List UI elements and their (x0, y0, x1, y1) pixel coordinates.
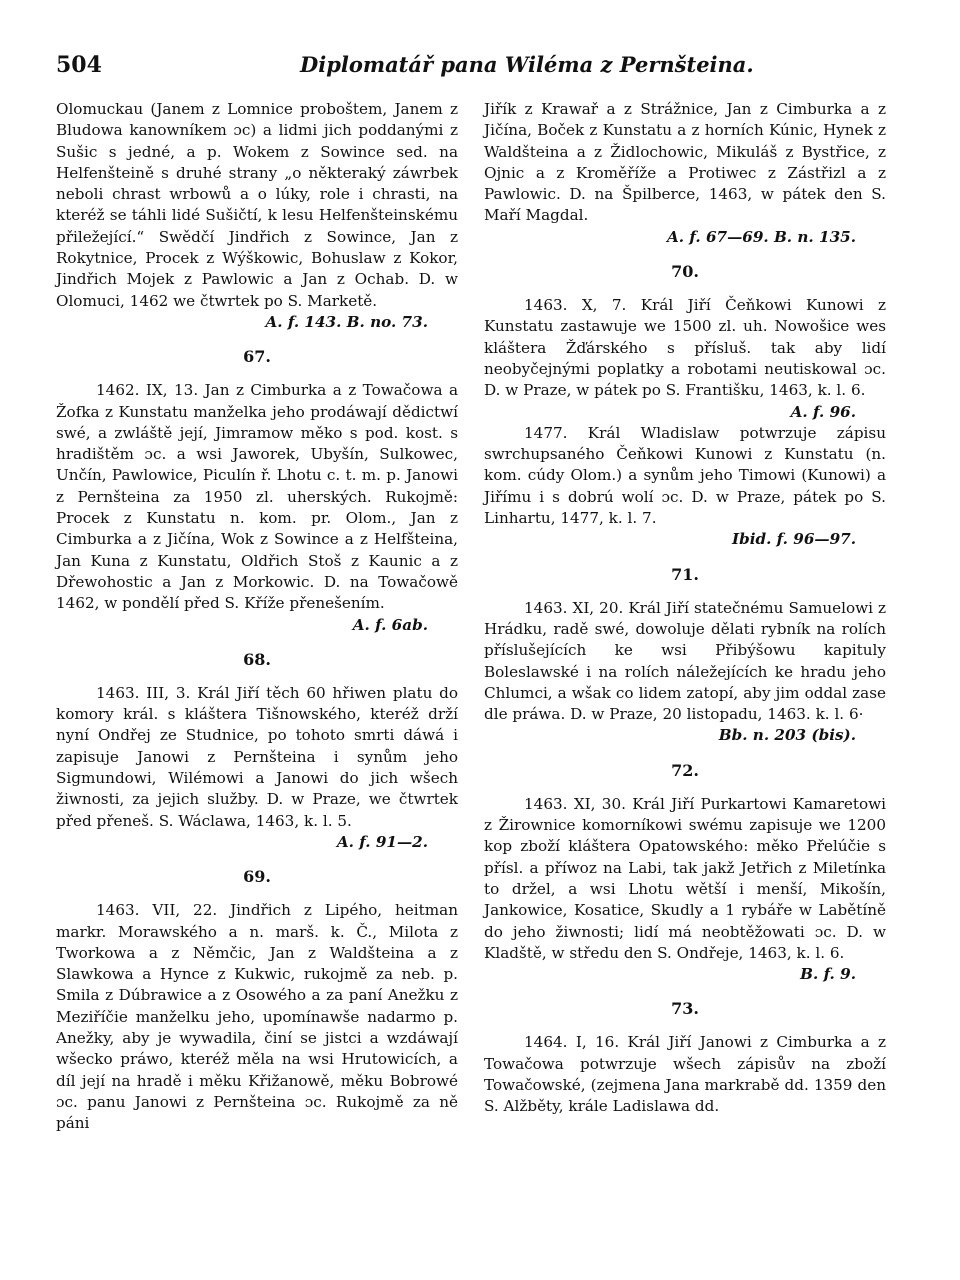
entry-paragraph: 1463. XI, 30. Král Jiří Purkartowi Kamaretowi z Žirownice komorníkowi swému zapisuje we 1200 kop zboží kláštera Opatowského: měko Přelúčie s přísl. a příwoz na Labi, tak jakž Jetřich z Miletínka to držel, a wsi Lhotu wětší i menší, Mikošín, Jankowice, Kosatice, Skudly a 1 rybáře w Labětíně do jeho žiwnosti; lidí má neobtěžowati ɔc. D. w Kladště, w středu den S. Ondřeje, 1463, k. l. 6. (484, 794, 886, 962)
running-title: Diplomatář pana Wiléma z Pernšteina. (300, 52, 754, 77)
entry-paragraph: 1462. IX, 13. Jan z Cimburka a z Towačowa a Žofka z Kunstatu manželka jeho prodáwají dědictwí swé, a zwláště její, Jimramow měko s pod. kost. s hradištěm ɔc. a wsi Jaworek, Ubyšín, Sulkowec, Unčín, Pawlowice, Piculín ř. Lhotu c. t. m. p. Janowi z Pernšteina za 1950 zl. uherských. Rukojmě: Procek z Kunstatu n. kom. pr. Olom., Jan z Cimburka a z Jičína, Wok z Sowince a z Helfšteina, Jan Kuna z Kunstatu, Oldřich Stoš z Kaunic a z Dřewohostic a Jan z Morkowic. D. na Towačowě 1462, w pondělí před S. Kříže přenešením. (56, 381, 458, 613)
citation: A. f. 143. B. no. 73. (265, 312, 428, 331)
entry-number: 71. (671, 564, 699, 584)
citation: A. f. 6ab. (352, 615, 428, 634)
entry-paragraph: 1463. III, 3. Král Jiří těch 60 hřiwen platu do komory král. s kláštera Tišnowského, kteréž drží nyní Ondřej ze Studnice, po tohoto smrti dáwá i zapisuje Janowi z Pernšteina i synům jeho Sigmundowi, Wilémowi a Janowi do jich wšech žiwnosti, za jejich služby. D. w Praze, we čtwrtek před přeneš. S. Wáclawa, 1463, k. l. 5. (56, 683, 458, 830)
citation: A. f. 96. (790, 402, 856, 421)
entry-number: 70. (671, 262, 699, 282)
left-paragraph-continued: Olomuckau (Janem z Lomnice proboštem, Janem z Bludowa kanowníkem ɔc) a lidmi jich poddanými z Sušic s jedné, a p. Wokem z Sowince sed. na Helfenšteině s druhé strany „o některaký záwrbek neboli chrast wrbowů a o lúky, role i chrasti, na kteréž se táhli lidé Sušičtí, k lesu Helfenšteinskému přiležející.“ Swědčí Jindřich z Sowince, Jan z Rokytnice, Procek z Wýškowic, Bohuslaw z Kokor, Jindřich Mojek z Pawlowic a Jan z Ochab. D. w Olomuci, 1462 we čtwrtek po S. Marketě. (56, 100, 458, 310)
entry-number: 67. (243, 347, 271, 367)
entry-paragraph: 1463. X, 7. Král Jiří Čeňkowi Kunowi z Kunstatu zastawuje we 1500 zl. uh. Nowošice wes kláštera Žďárského s přísluš. tak aby lidí neobyčejnými poplatky a robotami neutiskowal ɔc. D. w Praze, w pátek po S. Františku, 1463, k. l. 6. (484, 296, 886, 400)
citation: A. f. 67—69. B. n. 135. (667, 227, 856, 246)
entry-number: 73. (671, 999, 699, 1019)
entry-paragraph: 1477. Král Wladislaw potwrzuje zápisu swrchupsaného Čeňkowi Kunowi z Kunstatu (n. kom. cúdy Olom.) a synům jeho Timowi (Kunowi) a Jiřímu i s dobrú wolí ɔc. D. w Praze, pátek po S. Linhartu, 1477, k. l. 7. (484, 423, 886, 528)
left-column (56, 99, 458, 1134)
right-column (484, 99, 886, 1118)
citation: A. f. 91—2. (336, 832, 428, 851)
right-paragraph-continued: Jiřík z Krawař a z Strážnice, Jan z Cimburka a z Jičína, Boček z Kunstatu a z horních Kúnic, Hynek z Waldšteina a z Židlochowic, Mikuláš z Bystřice, z Ojnic a z Kroměříže a Protiwec z Zástřizl a z Pawlowic. D. na Špilberce, 1463, w pátek den S. Maří Magdal. (484, 100, 886, 225)
entry-paragraph: 1464. I, 16. Král Jiří Janowi z Cimburka a z Towačowa potwrzuje wšech zápisův na zboží Towačowské, (zejmena Jana markrabě dd. 1359 den S. Alžběty, krále Ladislawa dd. (484, 1033, 886, 1116)
entry-paragraph: 1463. XI, 20. Král Jiří statečnému Samuelowi z Hrádku, radě swé, dowoluje dělati rybník na rolích příslušejících ke wsi Přibýšowu kapituly Boleslawské i na rolích náležejících ke hradu jeho Chlumci, a wšak co lidem zatopí, aby jim oddal zase dle práwa. D. w Praze, 20 listopadu, 1463. k. l. 6· (484, 598, 886, 724)
entry-paragraph: 1463. VII, 22. Jindřich z Lipého, heitman markr. Morawského a n. marš. k. Č., Milota z Tworkowa a z Němčic, Jan z Waldšteina a z Slawkowa a Hynce z Kukwic, rukojmě za neb. p. Smila z Dúbrawice a z Osowého a za paní Anežku z Meziříčie manželku jeho, upomínawše nadarmo p. Anežky, aby je wywadila, činí se jistci a wzdáwají wšecko práwo, kteréž měla na wsi Hrutowicích, a díl její na hradě i měku Křižanowě, měku Bobrowé ɔc. panu Janowi z Pernšteina ɔc. Rukojmě za ně páni (56, 901, 458, 1133)
citation: Bb. n. 203 (bis). (718, 726, 856, 745)
citation: B. f. 9. (800, 965, 856, 984)
page-number: 504 (56, 52, 102, 78)
entry-number: 69. (243, 867, 271, 887)
entry-number: 72. (671, 760, 699, 780)
entry-number: 68. (243, 649, 271, 669)
citation: Ibid. f. 96—97. (732, 530, 856, 549)
